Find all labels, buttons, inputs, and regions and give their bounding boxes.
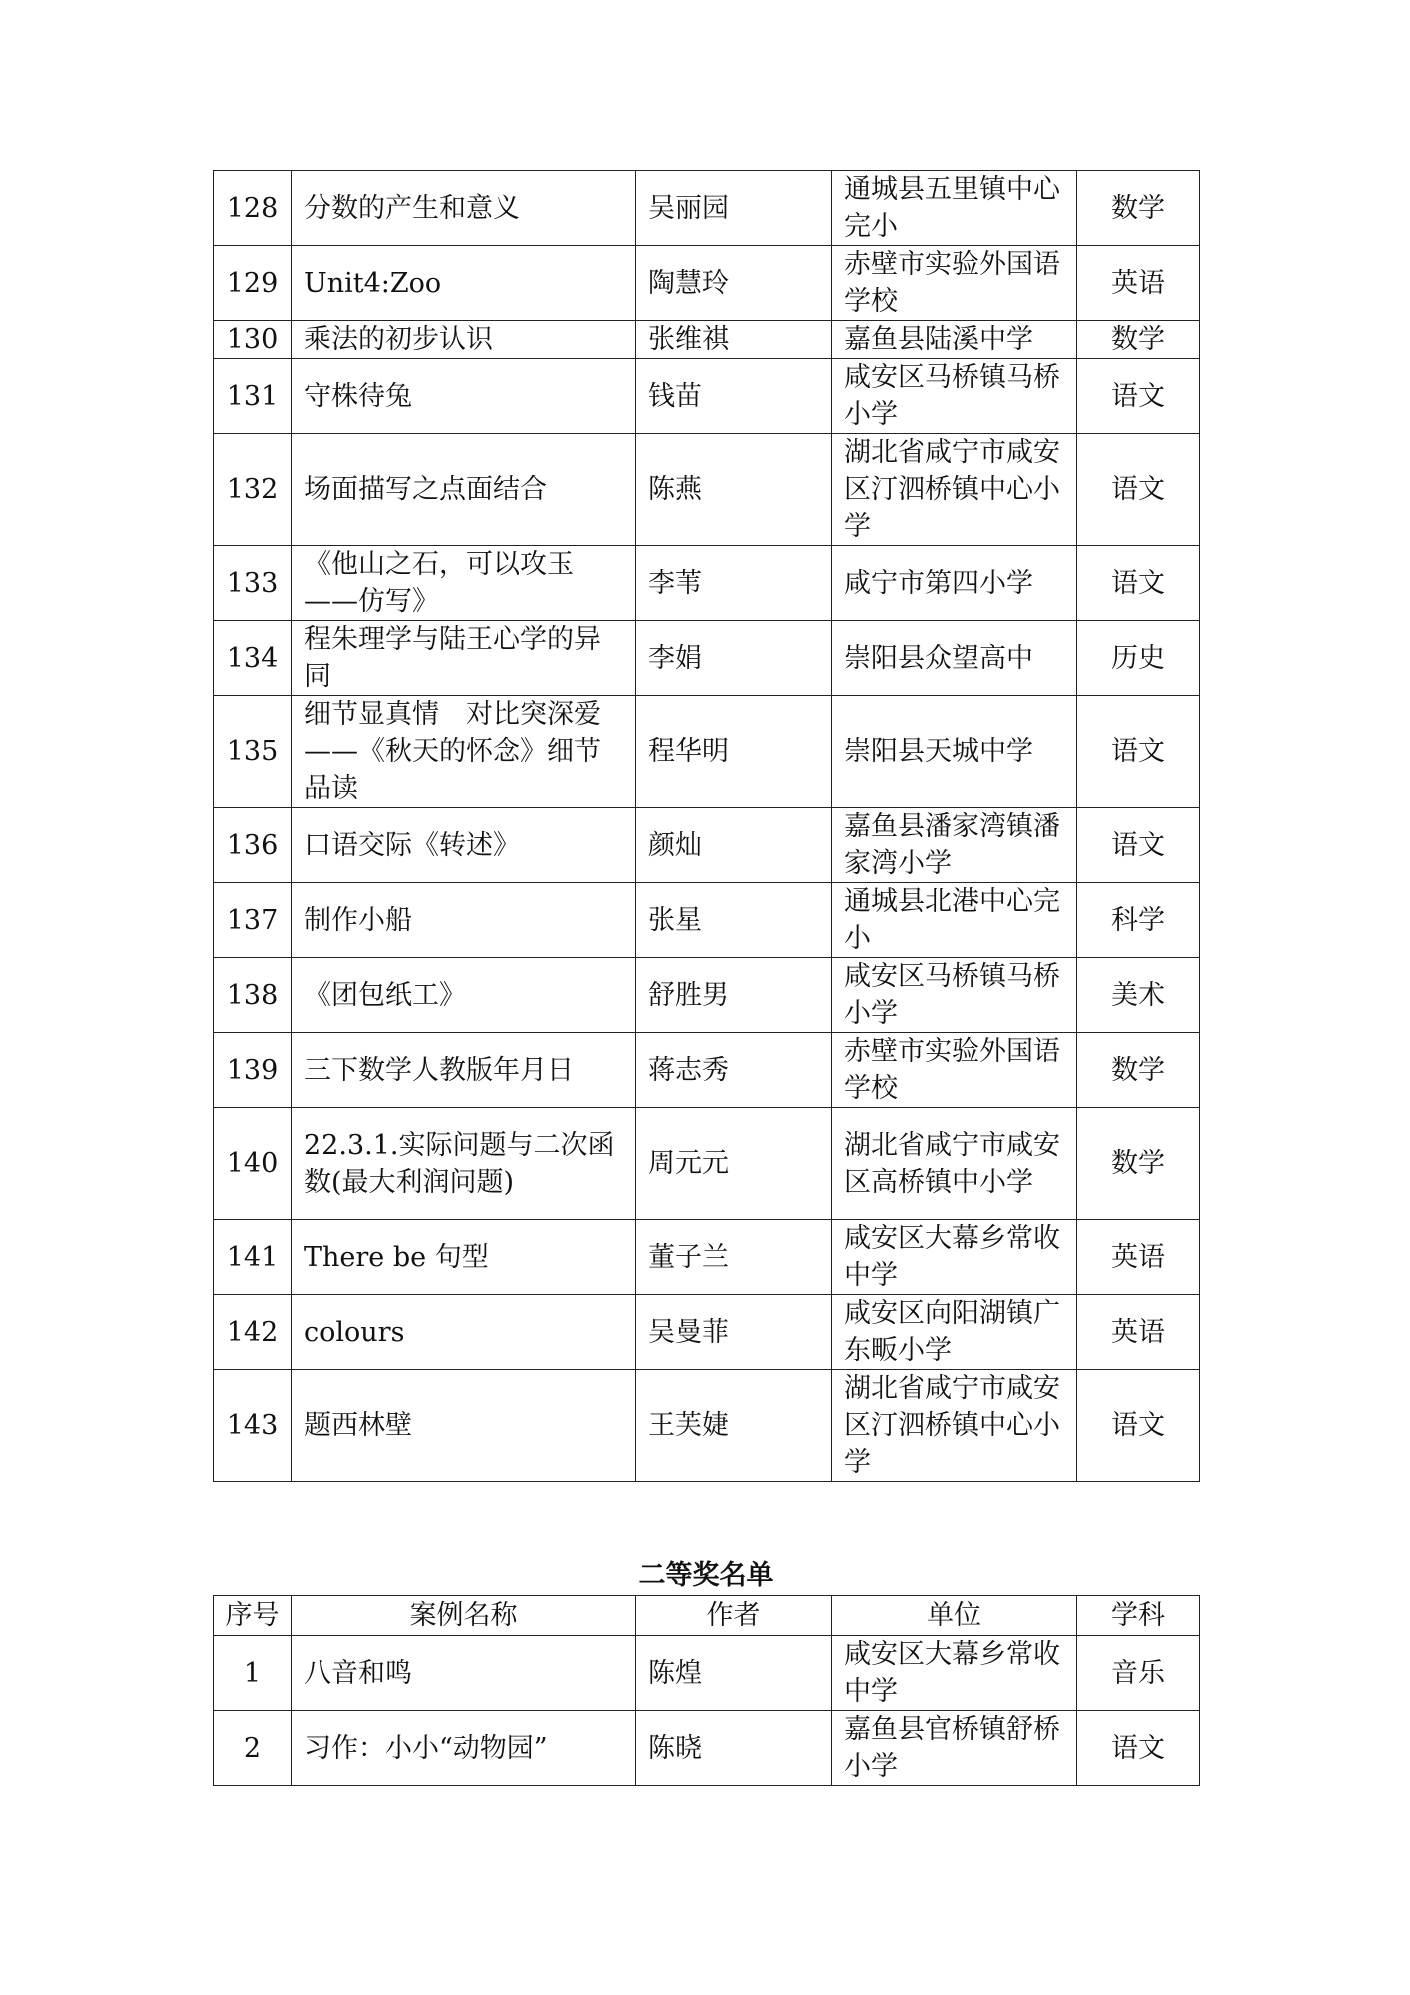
cell-index: 1 (214, 1636, 292, 1711)
cell-case-name: There be 句型 (292, 1220, 636, 1295)
cell-author: 吴曼菲 (636, 1295, 832, 1370)
cell-author: 程华明 (636, 696, 832, 808)
cell-unit: 嘉鱼县官桥镇舒桥小学 (832, 1711, 1077, 1786)
table-row (214, 696, 1200, 808)
cell-case-name: 守株待兔 (292, 359, 636, 434)
cell-author: 吴丽园 (636, 171, 832, 246)
cell-subject: 语文 (1077, 696, 1200, 808)
cell-case-name: 《团包纸工》 (292, 958, 636, 1033)
cell-case-name: 场面描写之点面结合 (292, 434, 636, 546)
cell-index: 2 (214, 1711, 292, 1786)
cell-unit: 咸安区马桥镇马桥小学 (832, 958, 1077, 1033)
table-row (214, 1370, 1200, 1482)
cell-case-name: 八音和鸣 (292, 1636, 636, 1711)
cell-author: 颜灿 (636, 808, 832, 883)
cell-case-name: 三下数学人教版年月日 (292, 1033, 636, 1108)
cell-subject: 语文 (1077, 808, 1200, 883)
cell-case-name: 题西林壁 (292, 1370, 636, 1482)
cell-subject: 数学 (1077, 171, 1200, 246)
cell-case-name: 制作小船 (292, 883, 636, 958)
cell-unit: 赤壁市实验外国语学校 (832, 246, 1077, 321)
cell-subject: 数学 (1077, 1033, 1200, 1108)
cell-case-name: 《他山之石，可以攻玉——仿写》 (292, 546, 636, 621)
cell-author: 钱苗 (636, 359, 832, 434)
header-case-name: 案例名称 (292, 1596, 636, 1636)
cell-author: 陈燕 (636, 434, 832, 546)
cell-unit: 崇阳县众望高中 (832, 621, 1077, 696)
cell-index: 136 (214, 808, 292, 883)
cell-subject: 数学 (1077, 321, 1200, 359)
cell-unit: 湖北省咸宁市咸安区汀泗桥镇中心小学 (832, 434, 1077, 546)
cell-author: 张星 (636, 883, 832, 958)
cell-index: 142 (214, 1295, 292, 1370)
cell-author: 周元元 (636, 1108, 832, 1220)
header-subject: 学科 (1077, 1596, 1200, 1636)
cell-unit: 咸安区马桥镇马桥小学 (832, 359, 1077, 434)
cell-case-name: 习作：小小“动物园” (292, 1711, 636, 1786)
cell-case-name: 乘法的初步认识 (292, 321, 636, 359)
cell-author: 董子兰 (636, 1220, 832, 1295)
cell-author: 李娟 (636, 621, 832, 696)
cell-subject: 语文 (1077, 1711, 1200, 1786)
table-row (214, 1108, 1200, 1220)
cell-subject: 美术 (1077, 958, 1200, 1033)
cell-subject: 音乐 (1077, 1636, 1200, 1711)
table-row (214, 434, 1200, 546)
cell-subject: 英语 (1077, 1220, 1200, 1295)
cell-unit: 嘉鱼县潘家湾镇潘家湾小学 (832, 808, 1077, 883)
header-author: 作者 (636, 1596, 832, 1636)
table-row (214, 1033, 1200, 1108)
cell-case-name: 口语交际《转述》 (292, 808, 636, 883)
cell-subject: 历史 (1077, 621, 1200, 696)
cell-index: 129 (214, 246, 292, 321)
cell-index: 143 (214, 1370, 292, 1482)
cell-index: 128 (214, 171, 292, 246)
table-row (214, 1636, 1200, 1711)
cell-unit: 赤壁市实验外国语学校 (832, 1033, 1077, 1108)
header-index: 序号 (214, 1596, 292, 1636)
cell-author: 陈煌 (636, 1636, 832, 1711)
cell-author: 王芙婕 (636, 1370, 832, 1482)
cell-subject: 英语 (1077, 1295, 1200, 1370)
cell-unit: 咸宁市第四小学 (832, 546, 1077, 621)
table-row (214, 171, 1200, 246)
cell-unit: 崇阳县天城中学 (832, 696, 1077, 808)
table-row (214, 546, 1200, 621)
table-row (214, 321, 1200, 359)
second-prize-title: 二等奖名单 (638, 1560, 774, 1591)
cell-index: 132 (214, 434, 292, 546)
cell-subject: 语文 (1077, 359, 1200, 434)
cell-index: 135 (214, 696, 292, 808)
cell-unit: 通城县五里镇中心完小 (832, 171, 1077, 246)
table-row (214, 246, 1200, 321)
cell-case-name: Unit4:Zoo (292, 246, 636, 321)
cell-case-name: 分数的产生和意义 (292, 171, 636, 246)
table-row (214, 808, 1200, 883)
cell-unit: 湖北省咸宁市咸安区高桥镇中小学 (832, 1108, 1077, 1220)
first-prize-table-continued (213, 170, 1200, 1482)
table-header-row (214, 1596, 1200, 1636)
cell-index: 133 (214, 546, 292, 621)
cell-author: 蒋志秀 (636, 1033, 832, 1108)
cell-subject: 数学 (1077, 1108, 1200, 1220)
table-row (214, 883, 1200, 958)
cell-unit: 咸安区向阳湖镇广东畈小学 (832, 1295, 1077, 1370)
table-row (214, 621, 1200, 696)
cell-unit: 通城县北港中心完小 (832, 883, 1077, 958)
cell-index: 139 (214, 1033, 292, 1108)
header-unit: 单位 (832, 1596, 1077, 1636)
cell-index: 140 (214, 1108, 292, 1220)
cell-index: 134 (214, 621, 292, 696)
cell-subject: 语文 (1077, 434, 1200, 546)
table-row (214, 1220, 1200, 1295)
cell-author: 李苇 (636, 546, 832, 621)
cell-author: 陈晓 (636, 1711, 832, 1786)
table-row (214, 1711, 1200, 1786)
cell-index: 141 (214, 1220, 292, 1295)
cell-unit: 咸安区大幕乡常收中学 (832, 1636, 1077, 1711)
cell-subject: 语文 (1077, 546, 1200, 621)
cell-case-name: 22.3.1.实际问题与二次函数(最大利润问题) (292, 1108, 636, 1220)
cell-case-name: colours (292, 1295, 636, 1370)
table-row (214, 958, 1200, 1033)
cell-author: 舒胜男 (636, 958, 832, 1033)
table-row (214, 1295, 1200, 1370)
cell-index: 130 (214, 321, 292, 359)
cell-case-name: 程朱理学与陆王心学的异同 (292, 621, 636, 696)
cell-unit: 咸安区大幕乡常收中学 (832, 1220, 1077, 1295)
cell-subject: 科学 (1077, 883, 1200, 958)
cell-index: 137 (214, 883, 292, 958)
cell-index: 131 (214, 359, 292, 434)
table-row (214, 359, 1200, 434)
cell-unit: 湖北省咸宁市咸安区汀泗桥镇中心小学 (832, 1370, 1077, 1482)
cell-index: 138 (214, 958, 292, 1033)
cell-subject: 英语 (1077, 246, 1200, 321)
cell-subject: 语文 (1077, 1370, 1200, 1482)
cell-author: 陶慧玲 (636, 246, 832, 321)
second-prize-table (213, 1595, 1200, 1786)
cell-author: 张维祺 (636, 321, 832, 359)
cell-unit: 嘉鱼县陆溪中学 (832, 321, 1077, 359)
cell-case-name: 细节显真情 对比突深爱——《秋天的怀念》细节品读 (292, 696, 636, 808)
